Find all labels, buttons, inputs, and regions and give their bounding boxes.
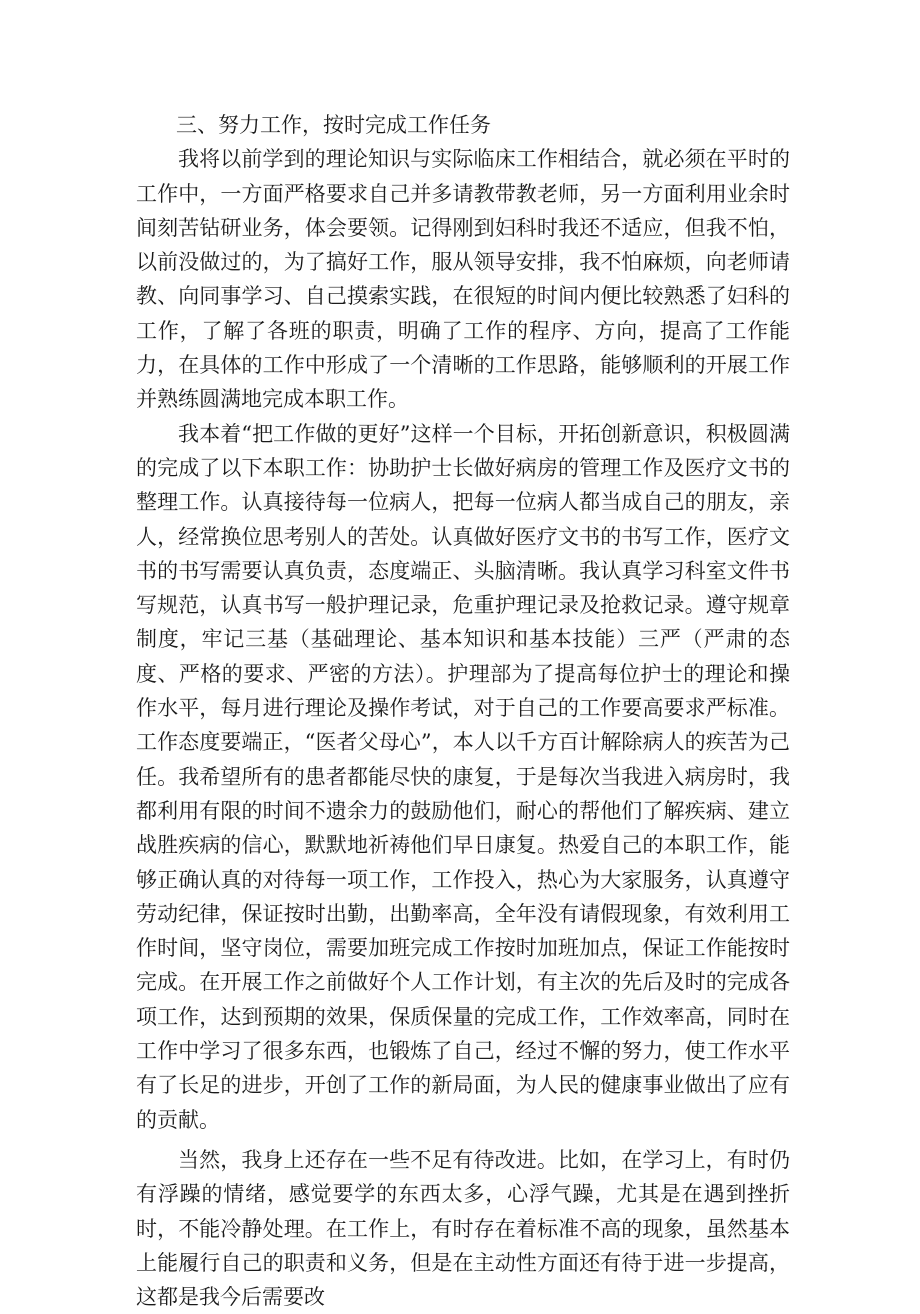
paragraph-shortcomings: 当然，我身上还存在一些不足有待改进。比如，在学习上，有时仍有浮躁的情绪，感觉要学的东西太多，心浮气躁，尤其是在遇到挫折时，不能冷静处理。在工作上，有时存在着标准不高的现象，虽然基本上能履行自己的职责和义务，但是在主动性方面还有待于进一步提高，这都是我今后需要改	[136, 1147, 790, 1310]
paragraph-duties: 我本着“把工作做的更好”这样一个目标，开拓创新意识，积极圆满的完成了以下本职工作：协助护士长做好病房的管理工作及医疗文书的整理工作。认真接待每一位病人，把每一位病人都当成自己的朋友，亲人，经常换位思考别人的苦处。认真做好医疗文书的书写工作，医疗文书的书写需要认真负责，态度端正、头脑清晰。我认真学习科室文件书写规范，认真书写一般护理记录，危重护理记录及抢救记录。遵守规章制度，牢记三基（基础理论、基本知识和基本技能）三严（严肃的态度、严格的要求、严密的方法）。护理部为了提高每位护士的理论和操作水平，每月进行理论及操作考试，对于自己的工作要高要求严标准。工作态度要端正，“医者父母心”，本人以千方百计解除病人的疾苦为己任。我希望所有的患者都能尽快的康复，于是每次当我进入病房时，我都利用有限的时间不遗余力的鼓励他们，耐心的帮他们了解疾病、建立战胜疾病的信心，默默地祈祷他们早日康复。热爱自己的本职工作，能够正确认真的对待每一项工作，工作投入，热心为大家服务，认真遵守劳动纪律，保证按时出勤，出勤率高，全年没有请假现象，有效利用工作时间，坚守岗位，需要加班完成工作按时加班加点，保证工作能按时完成。在开展工作之前做好个人工作计划，有主次的先后及时的完成各项工作，达到预期的效果，保质保量的完成工作，工作效率高，同时在工作中学习了很多东西，也锻炼了自己，经过不懈的努力，使工作水平有了长足的进步，开创了工作的新局面，为人民的健康事业做出了应有的贡献。	[136, 421, 790, 1132]
paragraph-learning-practice: 我将以前学到的理论知识与实际临床工作相结合，就必须在平时的工作中，一方面严格要求自己并多请教带教老师，另一方面利用业余时间刻苦钻研业务，体会要领。记得刚到妇科时我还不适应，但我不怕，以前没做过的，为了搞好工作，服从领导安排，我不怕麻烦，向老师请教、向同事学习、自己摸索实践，在很短的时间内便比较熟悉了妇科的工作，了解了各班的职责，明确了工作的程序、方向，提高了工作能力，在具体的工作中形成了一个清晰的工作思路，能够顺利的开展工作并熟练圆满地完成本职工作。	[136, 147, 790, 412]
document-body	[136, 108, 790, 1314]
section-heading: 三、努力工作，按时完成工作任务	[176, 113, 491, 137]
